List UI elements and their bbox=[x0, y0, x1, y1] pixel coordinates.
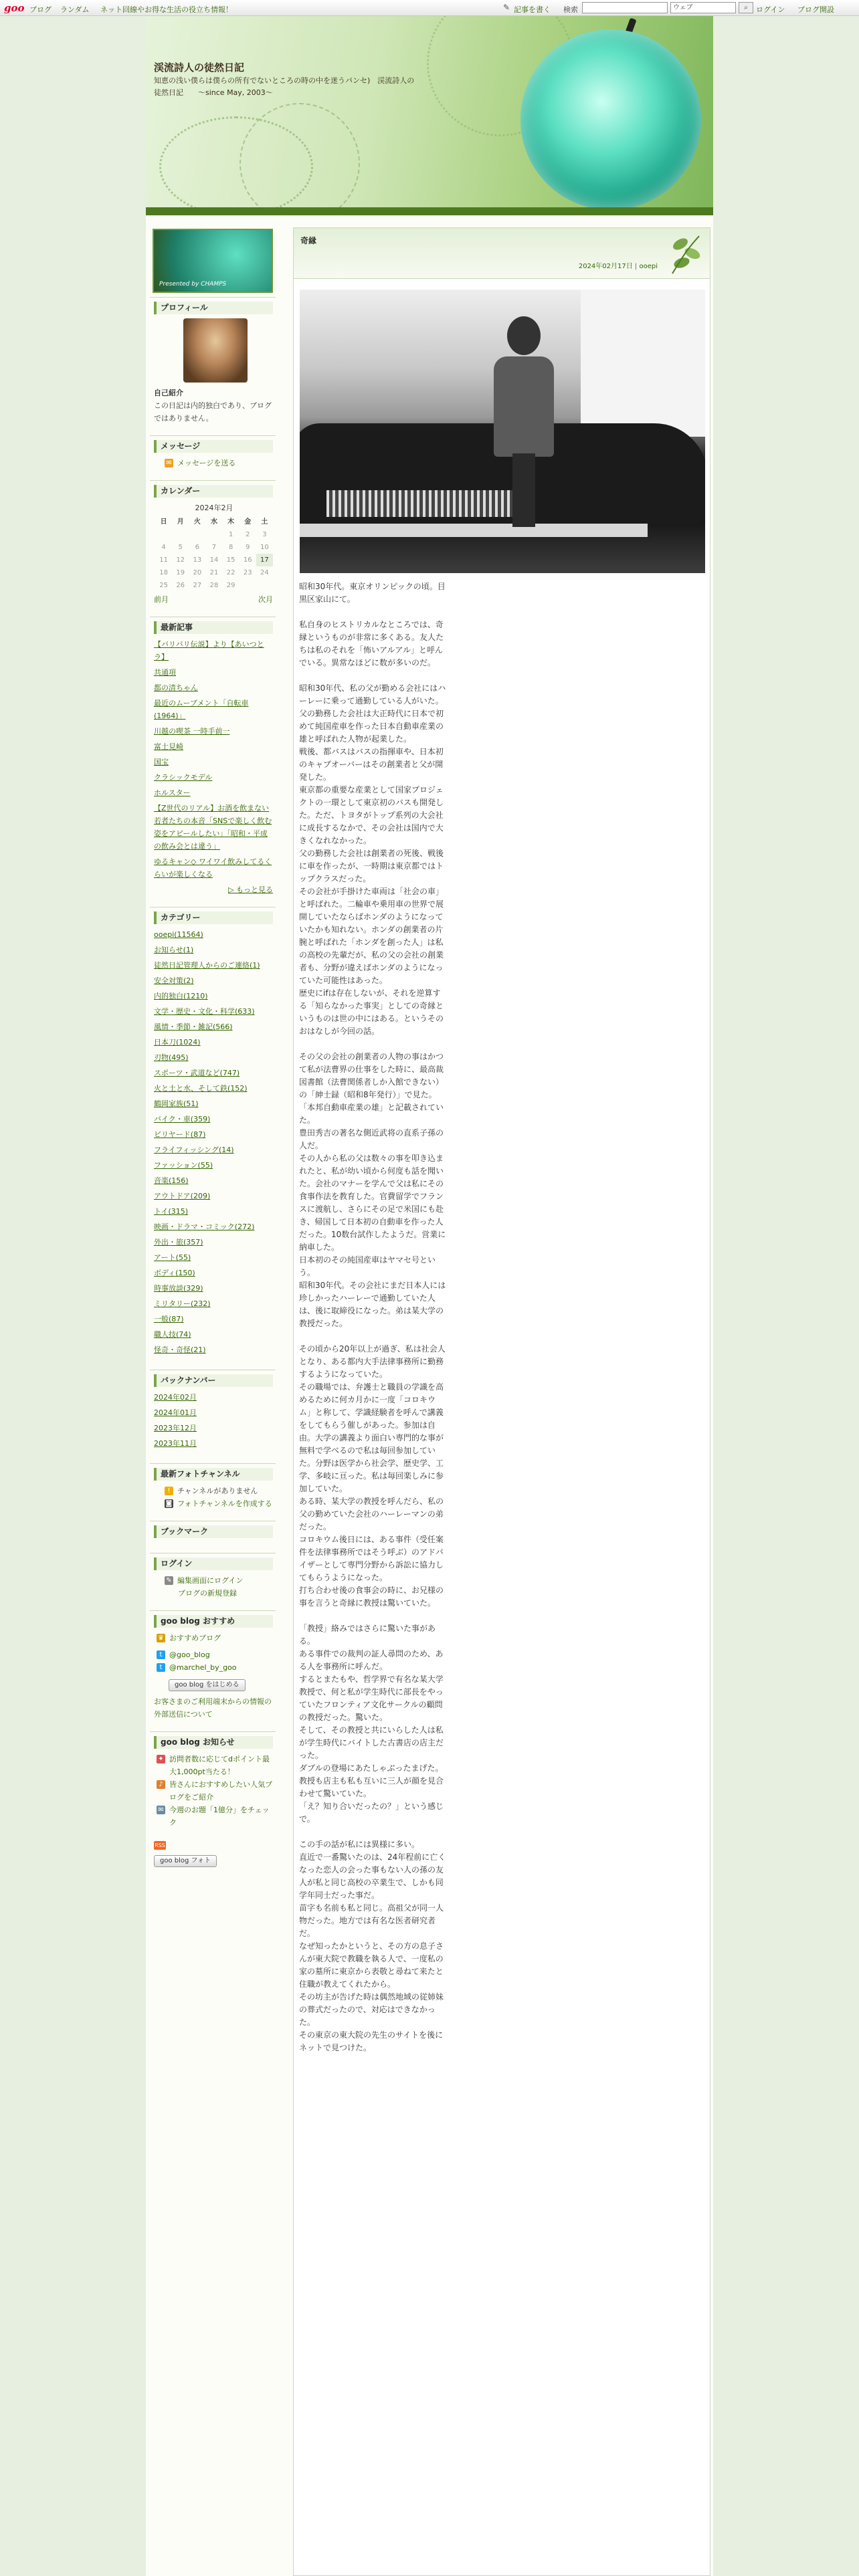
goo-recommend-widget bbox=[150, 1610, 276, 1725]
calendar-prev-link[interactable]: 前月 bbox=[154, 595, 169, 604]
category-item bbox=[154, 1067, 273, 1079]
post-header bbox=[294, 228, 710, 279]
calendar-day: 29 bbox=[226, 582, 235, 589]
profile-widget bbox=[150, 297, 276, 429]
login-heading: ログイン bbox=[154, 1558, 273, 1570]
profile-heading: プロフィール bbox=[154, 302, 273, 314]
post-paragraph: 父の勤務した会社は創業者の死後、戦後に車を作ったが、一時期は東京都ではトップクラスだった。 bbox=[299, 849, 444, 883]
message-widget bbox=[150, 435, 276, 473]
post-body bbox=[299, 580, 446, 2054]
data-transmission-info-link[interactable]: お客さまのご利用端末からの情報の外部送信について bbox=[154, 1697, 272, 1719]
category-item-link[interactable]: トイ(315) bbox=[154, 1207, 189, 1216]
calendar-day: 25 bbox=[159, 582, 168, 589]
calendar-day: 14 bbox=[209, 556, 219, 564]
calendar-day: 11 bbox=[159, 556, 168, 564]
calendar-day: 6 bbox=[195, 544, 200, 551]
register-blog-link[interactable]: ブログの新規登録 bbox=[178, 1589, 237, 1598]
calendar-day: 2 bbox=[246, 531, 250, 538]
leaf-icon bbox=[666, 231, 706, 276]
header-divider-bar bbox=[146, 207, 713, 215]
post-paragraph: コロキウム後日には、ある事件（受任案件を法律事務所ではそう呼ぶ）のアドバイザーとして専門分野から訴訟に協力してもらうようになった。 bbox=[299, 1535, 444, 1582]
categories-widget bbox=[150, 907, 276, 1363]
news-link[interactable]: 訪問者数に応じてdポイント最大1,000pt当たる！ bbox=[169, 1755, 270, 1776]
post-paragraph: 「教授」絡みではさらに驚いた事がある。 bbox=[299, 1624, 436, 1646]
categories-heading: カテゴリー bbox=[154, 911, 273, 924]
post-paragraph: 日本初のその純国産車はヤマセ号という。 bbox=[299, 1255, 436, 1277]
thumbnail-caption: Presented by CHAMPS bbox=[159, 281, 227, 288]
intro-text: この日記は内的独白であり、ブログではありません。 bbox=[154, 401, 272, 423]
backnumber-widget bbox=[150, 1370, 276, 1457]
category-item-link[interactable]: 怪奇・奇怪(21) bbox=[154, 1346, 206, 1354]
post-paragraph: その職場では、弁護士と職員の学識を高めるために何カ月かに一度「コロキウム」と称して、学識経験者を呼んで講義をしてもらう催しがあった。参加は自由。大学の講義より面白い専門的な事が無料で学べるので私は毎回参加していた。分野は医学から社会学、歴史学、工学、多岐に亘った。私は毎回楽しみに参加していた。 bbox=[299, 1382, 444, 1493]
calendar-day bbox=[256, 579, 273, 592]
weekday-label: 水 bbox=[210, 518, 217, 526]
category-item bbox=[154, 1328, 273, 1341]
post-paragraph: その会社が手掛けた車両は「社会の車」と呼ばれた。二輪車や乗用車の世界で展開していたならばホンダのようになっていたかも知れない。ホンダの創業者の片腕と呼ばれた「ホンダを創った人」は私の高校の先輩だが、私の父の会社の創業者も、分野が違えばホンダのようになっていた可能性はあった。 bbox=[299, 887, 444, 985]
post-author-link[interactable]: ooepi bbox=[639, 263, 658, 270]
weekday-label: 土 bbox=[261, 518, 268, 526]
envelope-icon: ✉ bbox=[165, 459, 173, 467]
category-item-link[interactable]: フライフィッシング(14) bbox=[154, 1146, 234, 1154]
speech-icon: ✉ bbox=[157, 1806, 165, 1814]
calendar-day: 9 bbox=[246, 544, 250, 551]
sidebar bbox=[149, 229, 277, 1878]
category-item-link[interactable]: ビリヤード(87) bbox=[154, 1130, 206, 1139]
create-photo-channel-link[interactable]: フォトチャンネルを作成する bbox=[177, 1499, 272, 1508]
category-item bbox=[154, 944, 273, 956]
calendar-day bbox=[189, 528, 205, 541]
post-paragraph: 「え？知り合いだったの？」という感じで。 bbox=[299, 1802, 444, 1824]
post-article-link[interactable]: 記事を書く bbox=[514, 5, 551, 14]
category-item-link[interactable]: アウトドア(209) bbox=[154, 1192, 211, 1200]
category-item-link[interactable]: 文学・歴史・文化・科学(633) bbox=[154, 1007, 255, 1016]
post-paragraph: 父の勤務した会社は大正時代に日本で初めて純国産車を作った日本自動車産業の雄と呼ばれた人物が起業した。 bbox=[299, 709, 444, 744]
more-posts-link[interactable]: ▷ もっと見る bbox=[228, 885, 273, 894]
category-item-link[interactable]: スポーツ・武道など(747) bbox=[154, 1069, 240, 1077]
send-message-link[interactable]: メッセージを送る bbox=[177, 459, 236, 467]
paragraph-gap bbox=[299, 606, 446, 619]
search-label: 検索 bbox=[563, 5, 578, 14]
topbar-link-promo[interactable]: ネット回線やお得な生活の役立ち情報！ bbox=[100, 5, 233, 14]
calendar-day bbox=[240, 579, 256, 592]
category-item-link[interactable]: 安全対策(2) bbox=[154, 976, 194, 985]
category-item bbox=[154, 1220, 273, 1233]
backnumber-item bbox=[154, 1437, 273, 1450]
calendar-day: 20 bbox=[193, 569, 202, 576]
gift-icon: ✦ bbox=[157, 1755, 165, 1763]
recent-post bbox=[154, 697, 273, 722]
category-item bbox=[154, 1344, 273, 1356]
blog-post bbox=[293, 227, 710, 2576]
paragraph-gap bbox=[299, 1610, 446, 1622]
calendar-day: 16 bbox=[243, 556, 252, 564]
goo-news-heading: goo blog お知らせ bbox=[154, 1736, 273, 1749]
category-item bbox=[154, 1205, 273, 1218]
category-item bbox=[154, 1144, 273, 1156]
rss-icon[interactable]: RSS bbox=[155, 1842, 165, 1848]
post-paragraph: 苗字も名前も私と同じ。高祖父が同一人物だった。地方では有名な医者研究者だ。 bbox=[299, 1903, 444, 1938]
recent-post-link[interactable]: 都の清ちゃん bbox=[154, 683, 198, 692]
photo-boy-head bbox=[507, 316, 541, 355]
post-paragraph: ある事件での裁判の証人尋問のため、ある人を事務所に呼んだ。 bbox=[299, 1649, 444, 1671]
topbar-link-blog[interactable]: ブログ bbox=[29, 5, 52, 14]
post-paragraph: なぜ知ったかというと、その方の息子さんが東大院で教職を執る人で、一度私の家の墓所に東京から表敬と尋ねて来たと住職が教えてくれたから。 bbox=[299, 1941, 444, 1989]
calendar-day: 1 bbox=[228, 531, 233, 538]
recent-post-link[interactable]: 【Z世代のリアル】お酒を飲まない若者たちの本音「SNSで楽しく飲む姿をアピールしたい」「昭和・平成の飲み会とは違う」 bbox=[154, 804, 272, 851]
crown-icon: ♛ bbox=[157, 1634, 165, 1642]
topbar-link-random[interactable]: ランダム bbox=[60, 5, 90, 14]
blog-description: 知恵の浅い僕らは僕らの所有でないところの時の中を迷うパンセ) 渓流詩人の徒然日記 ～since May, 2003～ bbox=[154, 76, 415, 97]
recent-post bbox=[154, 638, 273, 663]
recent-post bbox=[154, 786, 273, 799]
weekday-label: 金 bbox=[244, 518, 252, 526]
photo-boy-body bbox=[494, 356, 554, 457]
backnumber-item-link[interactable]: 2023年12月 bbox=[154, 1424, 197, 1432]
post-paragraph: 直近で一番驚いたのは、24年程前に亡くなった恋人の会った事もない人の孫の友人が私と同じ高校の卒業生で、しかも同学年同士だった事だ。 bbox=[299, 1852, 446, 1900]
category-item-link[interactable]: 映画・ドラマ・コミック(272) bbox=[154, 1222, 255, 1231]
calendar-day bbox=[205, 528, 222, 541]
calendar-day: 21 bbox=[209, 569, 219, 576]
post-paragraph: その東京の東大院の先生のサイトを後にネットで見つけた。 bbox=[299, 2030, 444, 2052]
open-blog-link[interactable]: ブログ開設 bbox=[797, 5, 834, 14]
post-photo bbox=[300, 290, 705, 573]
post-paragraph: するとまたもや、哲学界で有名な某大学教授で、何と私が学生時代に部長をやっていたフロンティア文化サークルの顧問の教授だった。驚いた。 bbox=[299, 1675, 444, 1722]
category-item-link[interactable]: 鶴岡家族(51) bbox=[154, 1099, 199, 1108]
recent-posts-list bbox=[154, 638, 273, 881]
start-goo-blog-button[interactable]: goo blog をはじめる bbox=[169, 1679, 246, 1691]
news-link[interactable]: 皆さんにおすすめしたい人気ブログをご紹介 bbox=[169, 1780, 273, 1802]
calendar-day bbox=[155, 528, 172, 541]
post-date-link[interactable]: 2024年02月17日 bbox=[578, 263, 633, 270]
photo-channel-widget bbox=[150, 1463, 276, 1514]
warning-icon: ! bbox=[165, 1487, 173, 1495]
recent-post-link[interactable]: 最近のムーブメント「自転車(1964)」 bbox=[154, 699, 249, 720]
category-item-link[interactable]: 徒然日記管理人からのご連絡(1) bbox=[154, 961, 260, 970]
category-item bbox=[154, 1159, 273, 1172]
pencil-icon: ✎ bbox=[503, 3, 510, 12]
backnumber-item-link[interactable]: 2024年02月 bbox=[154, 1393, 197, 1402]
post-paragraph: 私自身のヒストリカルなところでは、奇縁というものが非常に多くある。友人たちは私のそれを「怖いアルアル」と呼んでいる。異常なほどに数が多いのだ。 bbox=[299, 620, 444, 667]
weekday-label: 木 bbox=[227, 518, 235, 526]
post-paragraph: 打ち合わせ後の食事会の時に、お兄様の事を言うと奇縁に教授は驚いていた。 bbox=[299, 1586, 444, 1608]
category-item-link[interactable]: 音楽(156) bbox=[154, 1176, 189, 1185]
post-paragraph: 東京都の重要な産業として国家プロジェクトの一環として東京初のバスも開発した。ただ、トヨタがトップ系列の大会社に成長するなかで、その会社は国内で大きくなれなかった。 bbox=[299, 785, 444, 845]
weekday-label: 日 bbox=[160, 518, 167, 526]
post-paragraph: 戦後、都バスはバスの指揮車や、日本初のキャブオーバーはその創業者と父が開発した。 bbox=[299, 747, 444, 782]
search-button[interactable] bbox=[739, 2, 753, 13]
photo-building bbox=[581, 290, 705, 437]
recent-post bbox=[154, 740, 273, 753]
melon-soda-image bbox=[520, 29, 701, 210]
category-item-link[interactable]: 刃物(495) bbox=[154, 1053, 189, 1062]
calendar-day: 10 bbox=[260, 544, 269, 551]
post-paragraph: その人から私の父は数々の事を叩き込まれたと、私が幼い頃から何度も話を聞いた。会社のマナーを学んで父は私にその食事作法を教育した。官費留学でフランスに渡航し、さらにその足で米国にも赴き、帰国して日本初の自動車を作った人だった。10数台試作したようだ。営業に納車した。 bbox=[299, 1154, 446, 1252]
twitter-goo-blog-link[interactable]: @goo_blog bbox=[169, 1650, 210, 1659]
backnumber-list bbox=[154, 1391, 273, 1450]
recent-post-link[interactable]: クラシックモデル bbox=[154, 773, 213, 782]
goo-logo[interactable]: goo bbox=[4, 2, 25, 14]
backnumber-item-link[interactable]: 2024年01月 bbox=[154, 1408, 197, 1417]
category-item bbox=[154, 1297, 273, 1310]
category-item-link[interactable]: 職人技(74) bbox=[154, 1330, 191, 1339]
post-paragraph: ダブルの登場にあたしゃぶったまげた。 bbox=[299, 1763, 444, 1773]
message-heading: メッセージ bbox=[154, 440, 273, 453]
category-item-link[interactable]: 一般(87) bbox=[154, 1315, 184, 1323]
calendar-day: 5 bbox=[178, 544, 183, 551]
category-item-link[interactable]: 外出・旅(357) bbox=[154, 1238, 203, 1247]
post-paragraph: 教授も店主も私も互いに三人が顔を見合わせて驚いていた。 bbox=[299, 1776, 444, 1798]
category-item-link[interactable]: ファッション(55) bbox=[154, 1161, 213, 1170]
recent-post-link[interactable]: ホルスター bbox=[154, 788, 191, 797]
category-item bbox=[154, 1113, 273, 1125]
post-meta: 2024年02月17日 | ooepi bbox=[578, 263, 658, 270]
recent-post bbox=[154, 756, 273, 768]
post-paragraph: 昭和30年代。その会社にまだ日本人には珍しかったハーレーで通勤していた人は、後に取締役になった。弟は某大学の教授だった。 bbox=[299, 1281, 446, 1328]
calendar-widget bbox=[150, 480, 276, 610]
category-item bbox=[154, 1021, 273, 1033]
recent-post-link[interactable]: ゆるキャン◇ ワイワイ飲みしてるくらいが楽しくなる bbox=[154, 857, 272, 879]
calendar-day: 4 bbox=[161, 544, 166, 551]
recent-post bbox=[154, 681, 273, 694]
post-paragraph: 豊田秀吉の著名な側近武将の直系子孫の人だ。 bbox=[299, 1128, 444, 1150]
category-item bbox=[154, 1251, 273, 1264]
category-item-link[interactable]: ボディ(150) bbox=[154, 1269, 195, 1277]
calendar-day: 24 bbox=[260, 569, 269, 576]
category-item bbox=[154, 928, 273, 941]
calendar-table bbox=[155, 502, 273, 592]
backnumber-item-link[interactable]: 2023年11月 bbox=[154, 1439, 197, 1448]
twitter-icon: t bbox=[157, 1663, 165, 1672]
post-paragraph: 昭和30年代、私の父が勤める会社にはハーレーに乗って通勤している人がいた。 bbox=[299, 683, 446, 706]
post-paragraph: この手の話が私には異様に多い。 bbox=[299, 1840, 420, 1849]
category-item bbox=[154, 1082, 273, 1095]
category-item-link[interactable]: ミリタリー(232) bbox=[154, 1299, 211, 1308]
search-input[interactable] bbox=[582, 2, 668, 13]
category-item bbox=[154, 990, 273, 1002]
category-item bbox=[154, 1313, 273, 1325]
calendar-day bbox=[172, 528, 189, 541]
category-item bbox=[154, 1051, 273, 1064]
post-paragraph: ある時、某大学の教授を呼んだら、私の父の勤めていた会社のハーレーマンの弟だった。 bbox=[299, 1497, 444, 1531]
calendar-month: 2024年2月 bbox=[195, 504, 233, 512]
category-item-link[interactable]: バイク・車(359) bbox=[154, 1115, 211, 1123]
category-item-link[interactable]: 風情・季節・雑記(566) bbox=[154, 1023, 233, 1031]
blog-header bbox=[146, 16, 713, 215]
news-link[interactable]: 今週のお題「1億分」をチェック bbox=[169, 1806, 270, 1827]
post-paragraph: 歴史にifは存在しないが、それを逆算する「知らなかった事実」としての奇縁というものは世の中にはある。というそのおはなしが今回の話。 bbox=[299, 988, 444, 1036]
category-item-link[interactable]: 内的独白(1210) bbox=[154, 992, 208, 1000]
paragraph-gap bbox=[299, 669, 446, 682]
post-title[interactable]: 奇縁 bbox=[300, 236, 317, 245]
category-item-link[interactable]: 時事放談(329) bbox=[154, 1284, 203, 1293]
post-paragraph: その父の会社の創業者の人物の事はかつて私が法曹界の仕事をした時に、最高裁図書館（法曹関係者しか入館できない）の「紳士録（昭和8年発行）」で見た。「本邦自動車産業の雄」と記載されていた。 bbox=[299, 1052, 444, 1125]
calendar-day: 26 bbox=[176, 582, 185, 589]
category-item bbox=[154, 1190, 273, 1202]
category-list bbox=[154, 928, 273, 1356]
paragraph-gap bbox=[299, 1038, 446, 1051]
calendar-day: 8 bbox=[228, 544, 233, 551]
lace-decoration bbox=[240, 103, 360, 215]
goo-blog-photo-button[interactable]: goo blog フォト bbox=[154, 1855, 217, 1867]
calendar-next-link[interactable]: 次月 bbox=[258, 595, 273, 604]
calendar-day: 27 bbox=[193, 582, 202, 589]
bookmark-widget bbox=[150, 1521, 276, 1546]
calendar-day: 3 bbox=[262, 531, 267, 538]
calendar-day: 28 bbox=[209, 582, 219, 589]
avatar bbox=[183, 318, 248, 383]
recent-post bbox=[154, 771, 273, 784]
backnumber-item bbox=[154, 1391, 273, 1404]
post-paragraph: そして、その教授と共にいらした人は私が学生時代にバイトした古書店の店主だった。 bbox=[299, 1725, 444, 1760]
recent-post-link[interactable]: 川越の喫茶 一時手前一 bbox=[154, 727, 230, 736]
main-content bbox=[290, 227, 713, 2576]
category-item-link[interactable]: お知らせ(1) bbox=[154, 946, 194, 954]
photo-channel-heading: 最新フォトチャンネル bbox=[154, 1468, 273, 1481]
no-channel-text: チャンネルがありません bbox=[177, 1487, 258, 1495]
twitter-icon: t bbox=[157, 1650, 165, 1659]
recent-posts-widget bbox=[150, 617, 276, 900]
category-item bbox=[154, 974, 273, 987]
twitter-marchel-link[interactable]: @marchel_by_goo bbox=[169, 1663, 237, 1672]
category-item-link[interactable]: アート(55) bbox=[154, 1253, 191, 1262]
category-item bbox=[154, 959, 273, 972]
edit-login-link[interactable]: 編集画面にログイン bbox=[177, 1576, 244, 1585]
category-item bbox=[154, 1282, 273, 1295]
photo-car-bumper bbox=[300, 524, 648, 537]
calendar-day: 17 bbox=[256, 554, 273, 566]
goo-recommend-heading: goo blog おすすめ bbox=[154, 1615, 273, 1628]
recent-heading: 最新記事 bbox=[154, 621, 273, 634]
recent-post-link[interactable]: 富士見崎 bbox=[154, 742, 183, 751]
calendar-day: 22 bbox=[226, 569, 235, 576]
recent-post-link[interactable]: 国宝 bbox=[154, 758, 169, 766]
category-item-link[interactable]: ooepi(11564) bbox=[154, 930, 203, 939]
post-paragraph: その坊主が告げた時は偶然地域の従姉妹の葬式だったので、対応はできなかった。 bbox=[299, 1992, 444, 2027]
paragraph-gap bbox=[299, 1826, 446, 1838]
photo-boy-legs bbox=[512, 453, 535, 527]
pencil-icon: ✎ bbox=[165, 1576, 173, 1585]
category-item bbox=[154, 1236, 273, 1249]
calendar-heading: カレンダー bbox=[154, 485, 273, 498]
blog-title[interactable]: 渓流詩人の徒然日記 bbox=[154, 62, 245, 74]
photo-boy bbox=[494, 316, 554, 517]
paragraph-gap bbox=[299, 1330, 446, 1343]
page-container bbox=[146, 16, 713, 2576]
intro-label: 自己紹介 bbox=[154, 389, 183, 397]
camera-icon: ◙ bbox=[165, 1500, 173, 1507]
post-paragraph: その頃から20年以上が過ぎ、私は社会人となり、ある都内大手法律事務所に勤務するようになっていた。 bbox=[299, 1344, 446, 1379]
recent-post bbox=[154, 725, 273, 738]
weekday-label: 火 bbox=[193, 518, 201, 526]
recent-post bbox=[154, 855, 273, 881]
weekday-label: 月 bbox=[177, 518, 184, 526]
recommended-blogs-link[interactable]: おすすめブログ bbox=[169, 1634, 221, 1642]
category-item bbox=[154, 1267, 273, 1279]
backnumber-item bbox=[154, 1406, 273, 1419]
login-widget bbox=[150, 1553, 276, 1604]
backnumber-item bbox=[154, 1422, 273, 1434]
calendar-day: 13 bbox=[193, 556, 202, 564]
category-item bbox=[154, 1036, 273, 1049]
category-item bbox=[154, 1005, 273, 1018]
post-paragraph: 昭和30年代。東京オリンピックの頃。目黒区家山にて。 bbox=[299, 582, 446, 604]
calendar-day: 18 bbox=[159, 569, 168, 576]
category-item bbox=[154, 1174, 273, 1187]
search-icon: ⌕ bbox=[744, 4, 748, 11]
recent-post bbox=[154, 666, 273, 679]
blog-thumbnail[interactable] bbox=[153, 229, 273, 293]
calendar-day: 12 bbox=[176, 556, 185, 564]
calendar-day: 19 bbox=[176, 569, 185, 576]
login-link[interactable]: ログイン bbox=[756, 5, 785, 14]
recent-post-link[interactable]: 【バリバリ伝説】より【あいつとラ】 bbox=[154, 640, 264, 661]
category-item-link[interactable]: 日本刀(1024) bbox=[154, 1038, 201, 1047]
calendar-day: 15 bbox=[226, 556, 235, 564]
category-item-link[interactable]: 火と土と水、そして鉄(152) bbox=[154, 1084, 248, 1093]
calendar-day: 7 bbox=[211, 544, 217, 551]
goo-news-widget bbox=[150, 1731, 276, 1871]
note-icon: ♪ bbox=[157, 1780, 165, 1789]
top-navigation-bar bbox=[0, 0, 859, 16]
search-scope-select[interactable]: ウェブ bbox=[670, 2, 736, 13]
recent-post bbox=[154, 802, 273, 853]
category-item bbox=[154, 1097, 273, 1110]
recent-post-link[interactable]: 共通項 bbox=[154, 668, 176, 677]
category-item bbox=[154, 1128, 273, 1141]
calendar-day: 23 bbox=[243, 569, 252, 576]
bookmark-heading: ブックマーク bbox=[154, 1525, 273, 1538]
backnumber-heading: バックナンバー bbox=[154, 1374, 273, 1387]
